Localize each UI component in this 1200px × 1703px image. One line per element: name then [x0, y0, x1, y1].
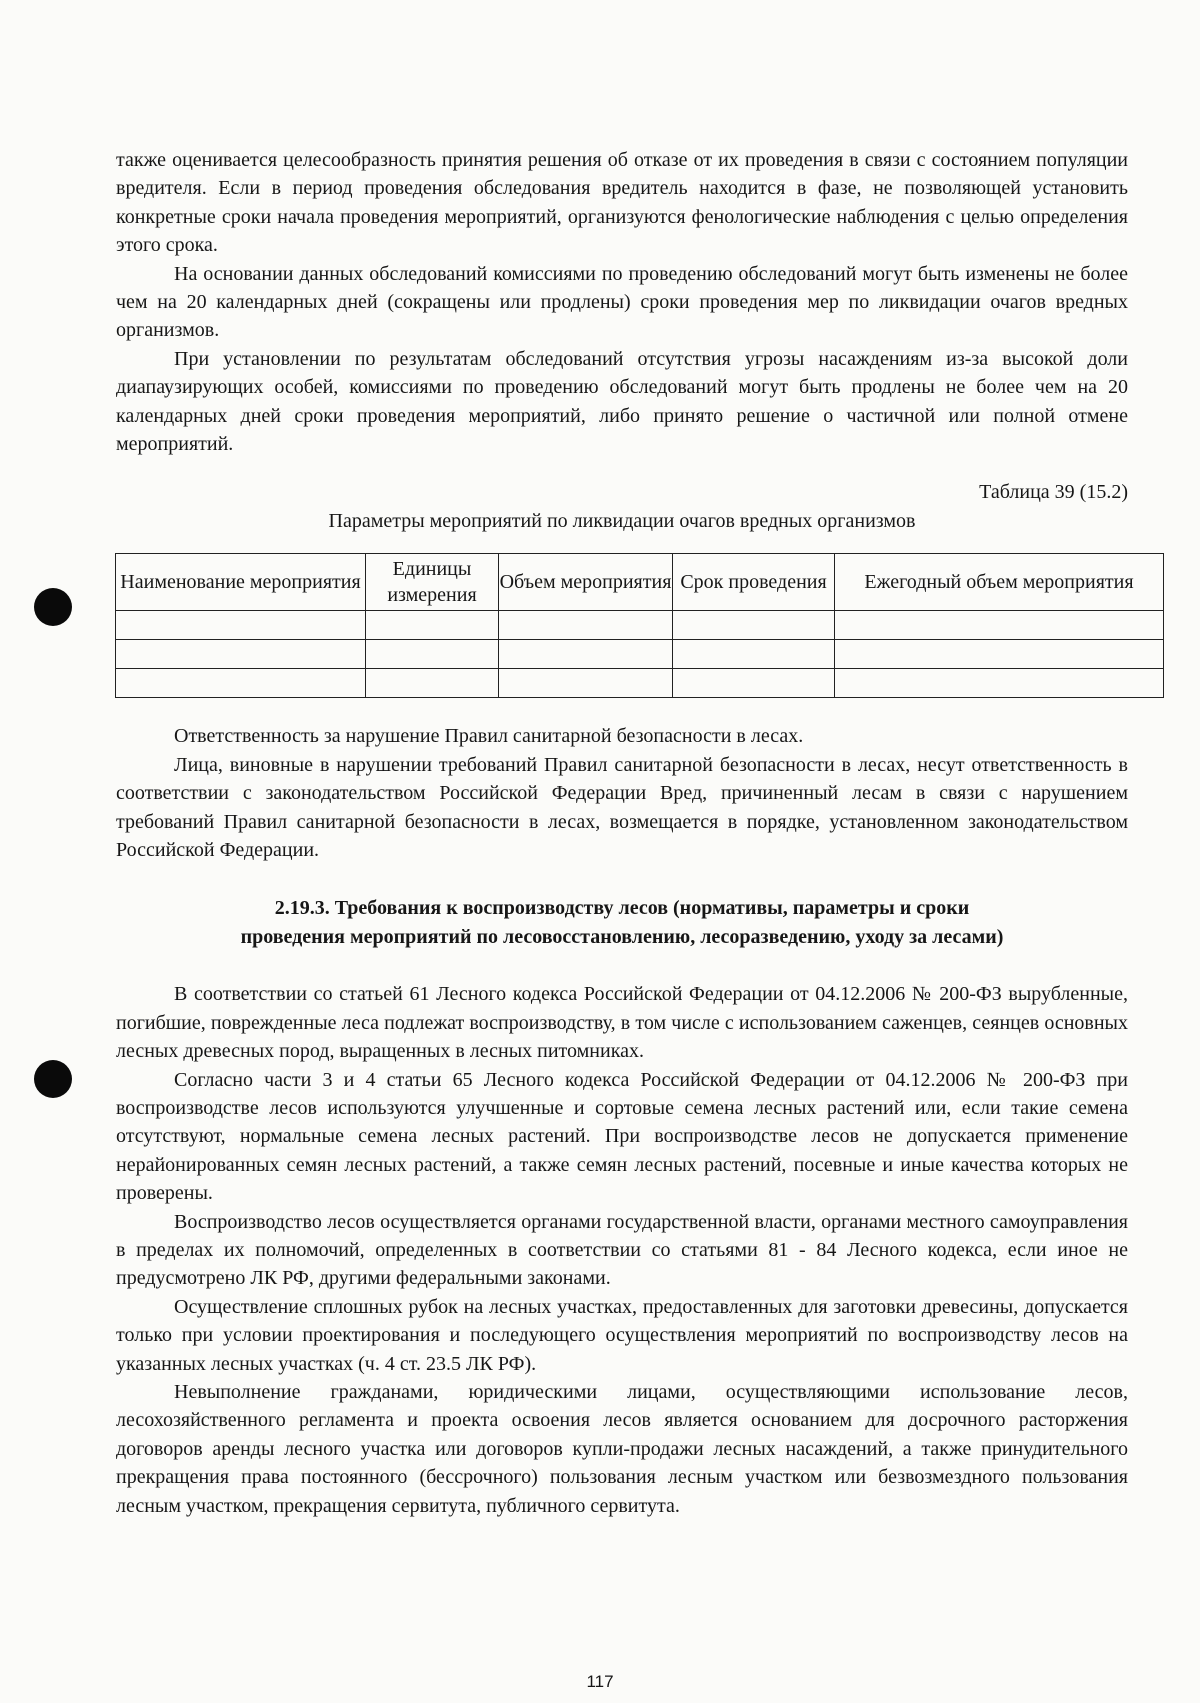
table-header-row	[116, 554, 1164, 611]
section-paragraph-3: Воспроизводство лесов осуществляется органами государственной власти, органами местного самоуправления в пределах их полномочий, определенных в соответствии со статьями 81 - 84 Лесного кодекса, если иное не предусмотрено ЛК РФ, другими федеральными законами.	[116, 1210, 1128, 1290]
table-cell	[366, 669, 499, 698]
parameters-table	[115, 553, 1164, 698]
table-cell	[835, 669, 1164, 698]
table-cell	[673, 669, 835, 698]
header-volume: Объем мероприятия	[499, 554, 673, 611]
header-period: Срок проведения	[673, 554, 835, 611]
page-number: 117	[586, 1672, 614, 1691]
table-cell	[499, 611, 673, 640]
table-cell	[366, 640, 499, 669]
section-heading-line-1: 2.19.3. Требования к воспроизводству лесов (нормативы, параметры и сроки	[274, 897, 970, 920]
table-cell	[835, 640, 1164, 669]
responsibility-title: Ответственность за нарушение Правил санитарной безопасности в лесах.	[174, 725, 804, 748]
table-cell	[835, 611, 1164, 640]
section-paragraph-1: В соответствии со статьей 61 Лесного кодекса Российской Федерации от 04.12.2006 № 200-ФЗ вырубленные, погибшие, поврежденные леса подлежат воспроизводству, в том числе с использованием саженцев, сеянцев основных лесных древесных пород, выращенных в лесных питомниках.	[116, 983, 1128, 1063]
table-row	[116, 669, 1164, 698]
table-cell	[116, 640, 366, 669]
punch-hole-bottom	[34, 1060, 72, 1098]
section-paragraph-2: Согласно части 3 и 4 статьи 65 Лесного кодекса Российской Федерации от 04.12.2006 № 200-ФЗ при воспроизводстве лесов используются улучшенные и сортовые семена лесных растений или, если такие семена отсутствуют, нормальные семена лесных растений. При воспроизводстве лесов не допускается применение нерайонированных семян лесных растений, а также семян лесных растений, посевные и иные качества которых не проверены.	[116, 1068, 1128, 1205]
table-caption: Таблица 39 (15.2)	[979, 481, 1128, 504]
table-cell	[366, 611, 499, 640]
table-cell	[116, 611, 366, 640]
paragraph-2: На основании данных обследований комиссиями по проведению обследований могут быть изменены не более чем на 20 календарных дней (сокращены или продлены) сроки проведения мер по ликвидации очагов вредных организмов.	[116, 262, 1128, 342]
table-cell	[499, 640, 673, 669]
table-title: Параметры мероприятий по ликвидации очагов вредных организмов	[328, 509, 916, 532]
table-cell	[673, 640, 835, 669]
table-row	[116, 611, 1164, 640]
paragraph-1: также оценивается целесообразность принятия решения об отказе от их проведения в связи с состоянием популяции вредителя. Если в период проведения обследования вредитель находится в фазе, не позволяющей установить конкретные сроки начала проведения мероприятий, организуются фенологические наблюдения с целью определения этого срока.	[116, 149, 1128, 257]
punch-hole-top	[34, 588, 72, 626]
table-cell	[499, 669, 673, 698]
table-cell	[116, 669, 366, 698]
section-heading-line-2: проведения мероприятий по лесовосстановлению, лесоразведению, уходу за лесами)	[240, 926, 1004, 949]
document-page	[116, 146, 1134, 1520]
header-units: Единицы измерения	[366, 554, 499, 611]
table-cell	[673, 611, 835, 640]
paragraph-3: При установлении по результатам обследований отсутствия угрозы насаждениям из-за высокой доли диапаузирующих особей, комиссиями по проведению обследований могут быть продлены не более чем на 20 календарных дней сроки проведения мероприятий, либо принято решение о частичной или полной отмене мероприятий.	[116, 347, 1128, 456]
section-heading	[116, 894, 1128, 952]
section-paragraph-4: Осуществление сплошных рубок на лесных участках, предоставленных для заготовки древесины, допускается только при условии проектирования и последующего осуществления мероприятий по воспроизводству лесов на указанных лесных участках (ч. 4 ст. 23.5 ЛК РФ).	[116, 1295, 1128, 1375]
header-annual-volume: Ежегодный объем мероприятия	[835, 554, 1164, 611]
header-name: Наименование мероприятия	[116, 554, 366, 611]
responsibility-text: Лица, виновные в нарушении требований Правил санитарной безопасности в лесах, несут ответственность в соответствии с законодательством Российской Федерации Вред, причиненный лесам в связи с нарушением требований Правил санитарной безопасности в лесах, возмещается в порядке, установленном законодательством Российской Федерации.	[116, 753, 1128, 861]
table-row	[116, 640, 1164, 669]
section-paragraph-5: Невыполнение гражданами, юридическими лицами, осуществляющими использование лесов, лесохозяйственного регламента и проекта освоения лесов является основанием для досрочного расторжения договоров аренды лесного участка или договоров купли-продажи лесных насаждений, а также принудительного прекращения права постоянного (бессрочного) пользования лесным участком или безвозмездного пользования лесным участком, прекращения сервитута, публичного сервитута.	[116, 1381, 1128, 1517]
